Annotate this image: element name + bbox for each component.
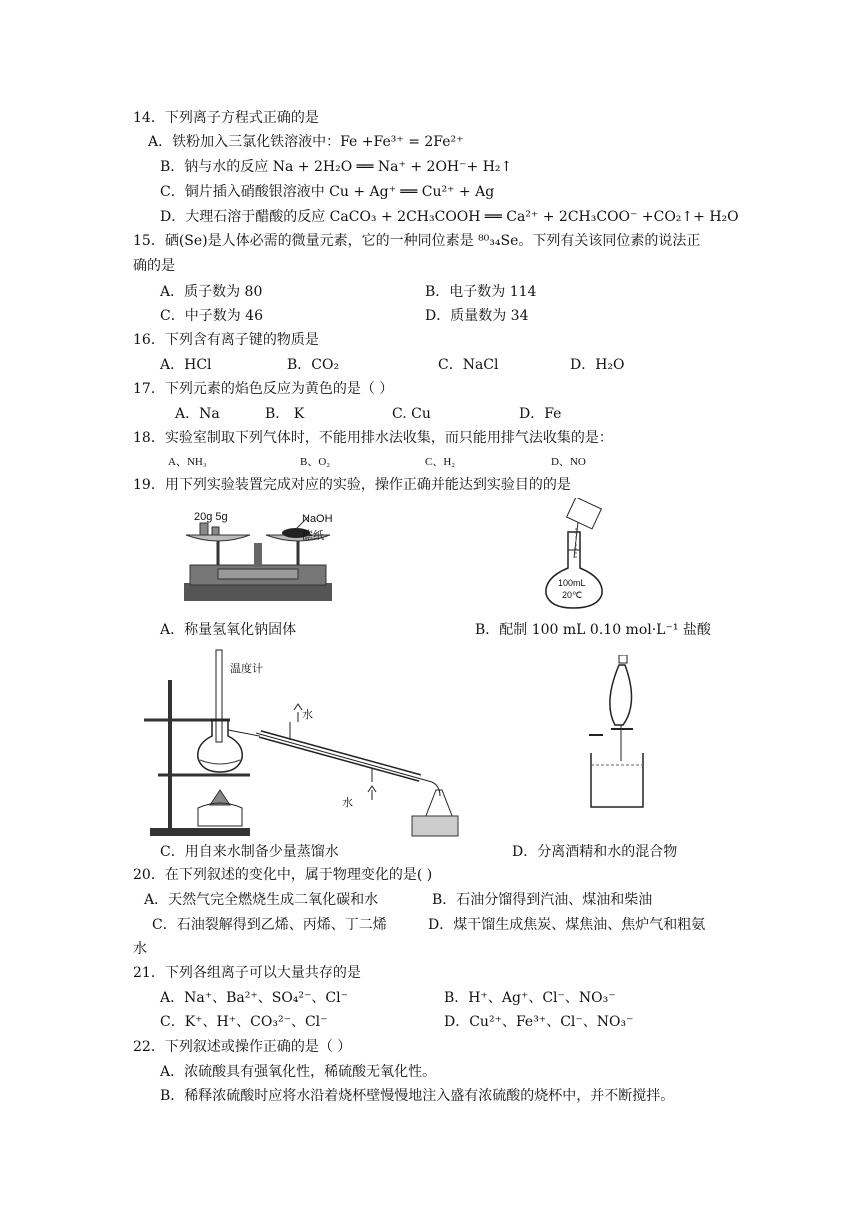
q14-stem: 14．下列离子方程式正确的是 [133,110,319,126]
q20-option-b: B．石油分馏得到汽油、煤油和柴油 [432,892,653,908]
q18-option-d: D、NO [551,456,586,468]
q20-stem: 20．在下列叙述的变化中，属于物理变化的是( ) [133,867,433,883]
q19-option-a: A．称量氢氧化钠固体 [160,622,297,638]
q19-option-d: D．分离酒精和水的混合物 [512,844,678,860]
q19-option-c: C．用自来水制备少量蒸馏水 [160,844,339,860]
flask-temp-label: 20℃ [562,590,583,600]
q21-option-c: C．K⁺、H⁺、CO₃²⁻、Cl⁻ [160,1014,328,1030]
q18-option-b: B、O₂ [300,456,331,468]
volumetric-flask-figure [538,498,618,610]
q15-option-a: A．质子数为 80 [160,284,263,300]
q22-option-a: A．浓硫酸具有强氧化性，稀硫酸无氧化性。 [160,1064,437,1080]
weights-label: 20g 5g [194,511,228,523]
q21-option-b: B．H⁺、Ag⁺、Cl⁻、NO₃⁻ [444,990,616,1006]
naoh-label: NaOH [302,513,333,525]
q15-option-c: C．中子数为 46 [160,308,263,324]
q14-option-b: B．钠与水的反应 Na + 2H₂O ══ Na⁺ + 2OH⁻+ H₂↑ [160,159,513,175]
q19-option-b: B．配制 100 mL 0.10 mol·L⁻¹ 盐酸 [475,622,711,638]
q15-stem-line1: 15．硒(Se)是人体必需的微量元素，它的一种同位素是 ⁸⁰₃₄Se。下列有关该同位素的说法正 [133,233,701,249]
q16-option-a: A．HCl [160,357,212,373]
q15-option-d: D．质量数为 34 [425,308,529,324]
q14-option-c: C．铜片插入硝酸银溶液中 Cu + Ag⁺ ══ Cu²⁺ + Ag [160,184,495,200]
water-in-label: 水 [342,797,353,809]
q22-option-b: B．稀释浓硫酸时应将水沿着烧杯壁慢慢地注入盛有浓硫酸的烧杯中，并不断搅拌。 [160,1088,675,1104]
separatory-funnel-figure [585,655,655,810]
q15-stem-line2: 确的是 [133,258,175,274]
q18-option-a: A、NH₃ [168,456,207,468]
q21-option-a: A．Na⁺、Ba²⁺、SO₄²⁻、Cl⁻ [160,990,348,1006]
q22-stem: 22．下列叙述或操作正确的是（ ） [133,1039,352,1055]
q17-stem: 17．下列元素的焰色反应为黄色的是（ ） [133,381,394,397]
q17-option-c: C. Cu [392,406,431,422]
q15-option-b: B．电子数为 114 [425,284,537,300]
q20-option-c: C．石油裂解得到乙烯、丙烯、丁二烯 [152,917,387,933]
q14-option-a: A．铁粉加入三氯化铁溶液中：Fe +Fe³⁺ = 2Fe²⁺ [148,134,464,150]
q16-option-c: C．NaCl [438,357,499,373]
q17-option-d: D．Fe [519,406,562,422]
q16-option-d: D．H₂O [570,357,625,373]
q19-stem: 19．用下列实验装置完成对应的实验，操作正确并能达到实验目的的是 [133,477,571,493]
q20-option-d-line2: 水 [133,941,147,957]
thermometer-label: 温度计 [230,663,263,675]
q14-option-d: D．大理石溶于醋酸的反应 CaCO₃ + 2CH₃COOH ══ Ca²⁺ + 2CH₃COO⁻ +CO₂↑+ H₂O [160,209,739,225]
distillation-figure [140,640,460,838]
filter-paper-label: 滤纸 [302,530,324,542]
q17-option-a: A．Na [175,406,220,422]
q21-option-d: D．Cu²⁺、Fe³⁺、Cl⁻、NO₃⁻ [444,1014,634,1030]
balance-figure [178,505,338,605]
q20-option-d-line1: D．煤干馏生成焦炭、煤焦油、焦炉气和粗氨 [428,917,706,933]
q21-stem: 21．下列各组离子可以大量共存的是 [133,965,361,981]
water-out-label: 水 [302,709,313,721]
q20-option-a: A．天然气完全燃烧生成二氧化碳和水 [144,892,379,908]
q16-option-b: B．CO₂ [287,357,340,373]
q16-stem: 16．下列含有离子键的物质是 [133,332,319,348]
q18-option-c: C、H₂ [425,456,456,468]
q18-stem: 18．实验室制取下列气体时，不能用排水法收集，而只能用排气法收集的是： [133,430,613,446]
flask-volume-label: 100mL [558,578,586,588]
q17-option-b: B． K [265,406,305,422]
